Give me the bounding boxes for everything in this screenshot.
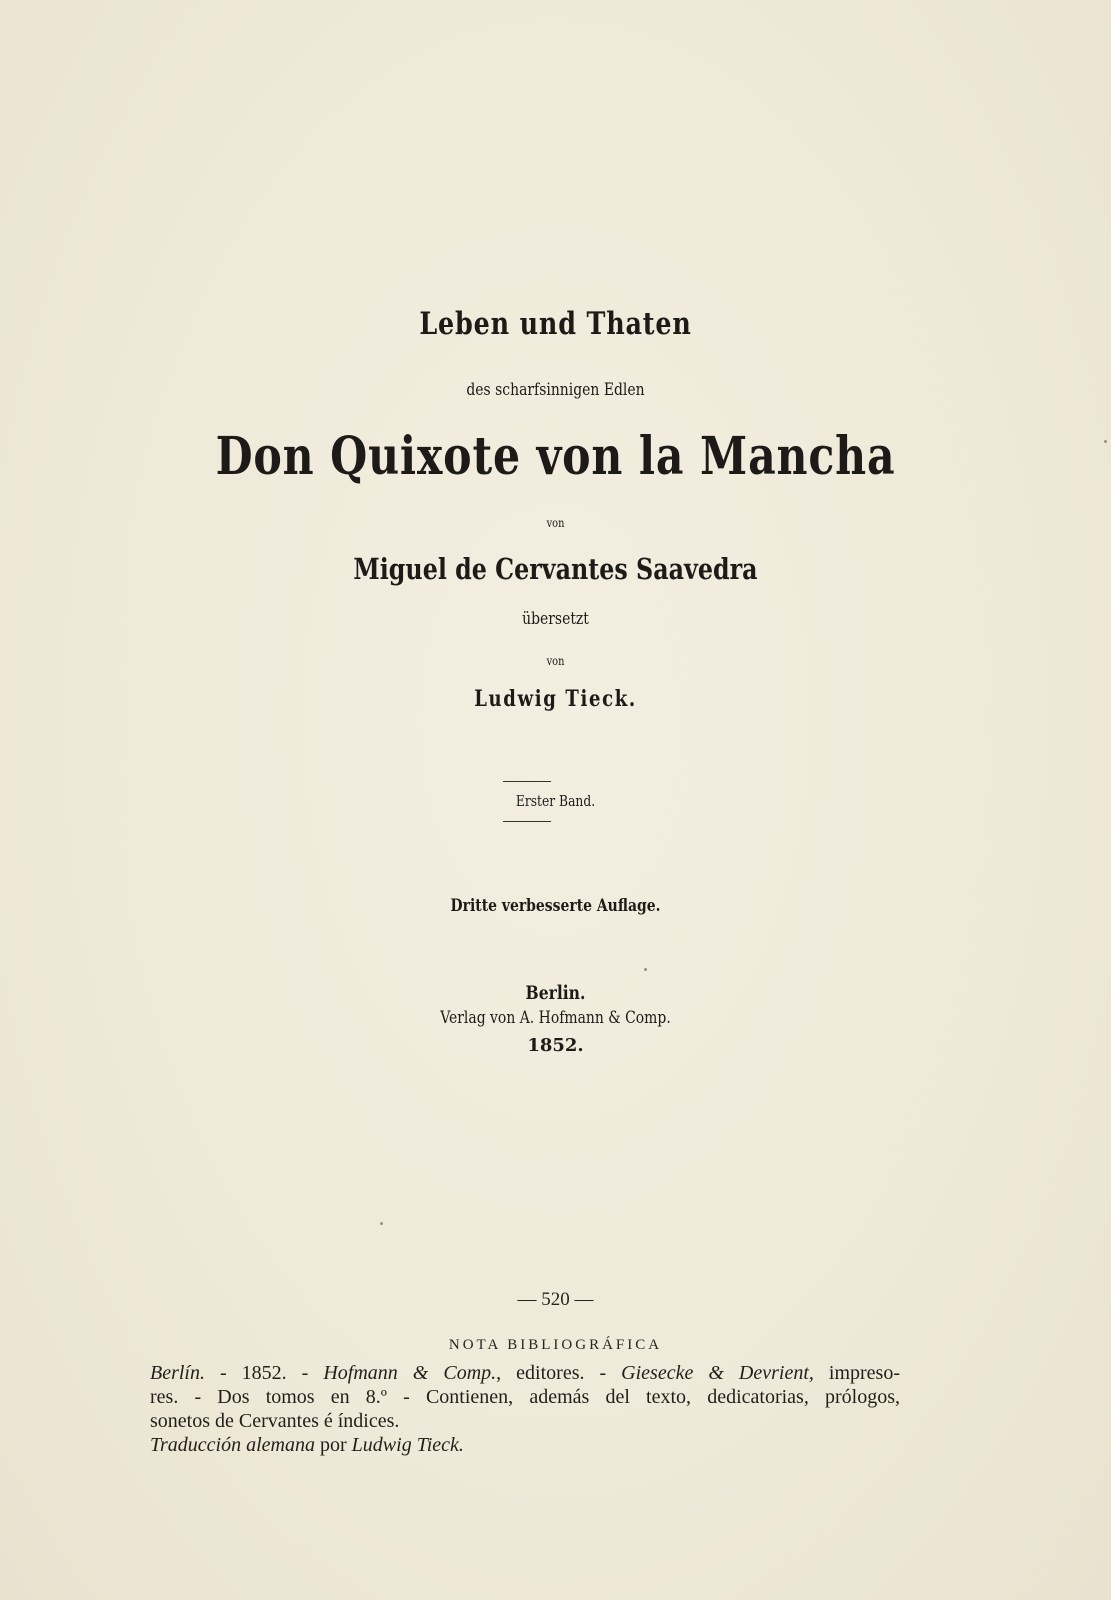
translated-label: übersetzt: [522, 609, 589, 629]
von-label: von: [546, 516, 565, 530]
nota-publisher: Hofmann & Comp.: [323, 1362, 497, 1384]
nota-role-editors: , editores. -: [496, 1362, 622, 1384]
nota-city: Berlín.: [150, 1362, 205, 1384]
nota-line-1: [150, 1361, 900, 1385]
nota-printer: Giesecke & Devrient,: [621, 1362, 814, 1384]
divider-top: [503, 781, 551, 782]
main-title: Don Quixote von la Mancha: [215, 426, 896, 487]
paper-speck: [380, 1222, 383, 1225]
title-line-edlen: des scharfsinnigen Edlen: [466, 380, 645, 400]
nota-role-printers: impreso-: [813, 1362, 900, 1384]
paper-speck: [1104, 440, 1107, 443]
nota-line-4: [150, 1433, 900, 1457]
imprint-publisher: Verlag von A. Hofmann & Comp.: [440, 1008, 671, 1028]
nota-heading: NOTA BIBLIOGRÁFICA: [448, 1337, 663, 1353]
page-number: — 520 —: [517, 1289, 594, 1310]
nota-translation-label: Traducción alemana: [150, 1434, 315, 1456]
nota-by: por: [315, 1434, 352, 1456]
divider-bottom: [503, 821, 551, 822]
volume-label: Erster Band.: [515, 792, 596, 810]
nota-body: [150, 1361, 900, 1457]
imprint-year: 1852.: [527, 1035, 584, 1056]
author-name: Miguel de Cervantes Saavedra: [353, 552, 758, 586]
translator-name: Ludwig Tieck.: [474, 686, 637, 712]
nota-line-2: res. - Dos tomos en 8.º - Contienen, además del texto, dedicatorias, prólogos,: [150, 1386, 900, 1408]
nota-translator: Ludwig Tieck.: [351, 1434, 464, 1456]
edition-label: Dritte verbesserte Auflage.: [450, 896, 661, 916]
nota-line-3: sonetos de Cervantes é índices.: [150, 1410, 400, 1432]
von-label-2: von: [546, 654, 565, 668]
title-line-leben: Leben und Thaten: [419, 306, 692, 342]
imprint-city: Berlin.: [525, 982, 586, 1004]
paper-speck: [644, 968, 647, 971]
nota-year: - 1852. -: [205, 1362, 324, 1384]
